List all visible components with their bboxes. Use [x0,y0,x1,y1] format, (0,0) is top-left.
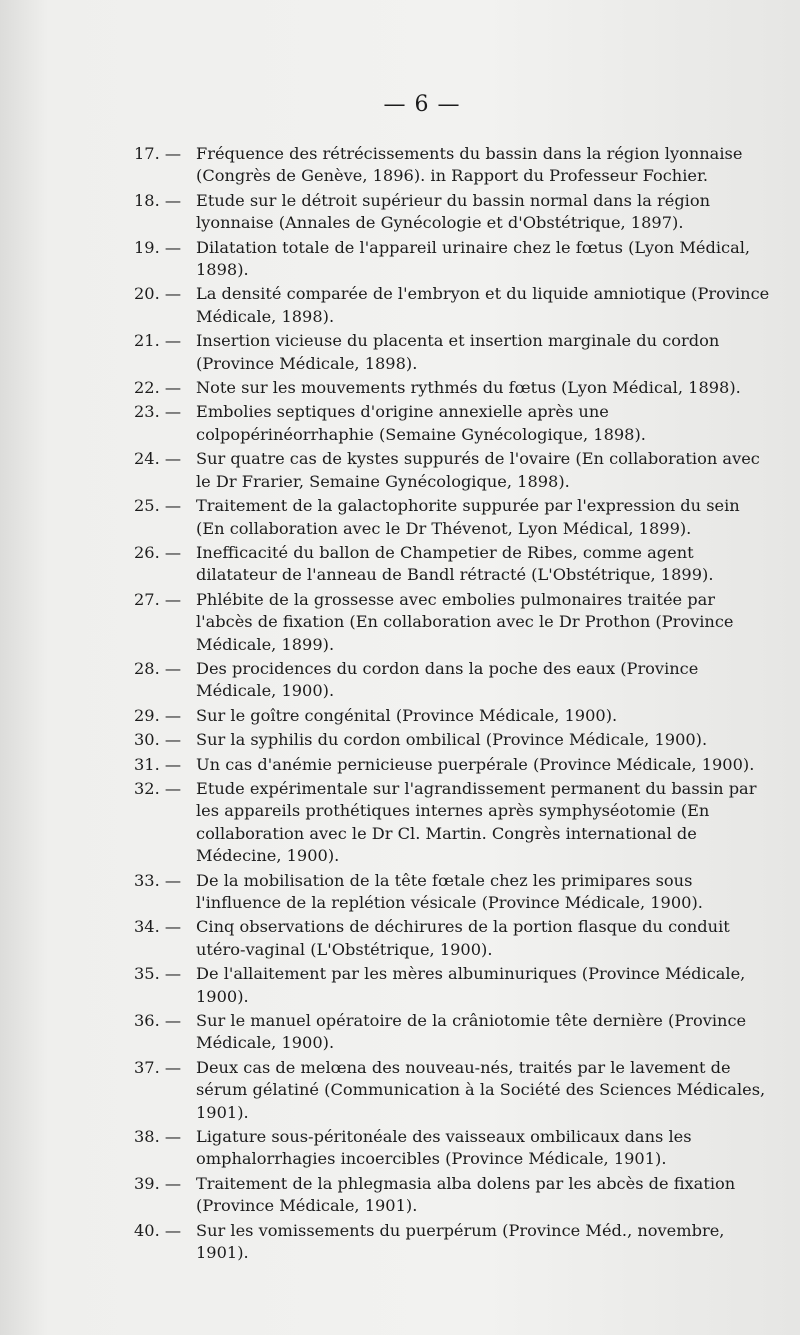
bibliography-entry [134,729,770,751]
bibliography-entry [134,1057,770,1124]
bibliography-entry [134,1010,770,1055]
entry-number: 34. — [134,917,182,937]
bibliography-entry [134,190,770,235]
entry-number: 26. — [134,542,182,562]
entry-number: 39. — [134,1173,182,1193]
entry-text: Sur le manuel opératoire de la crâniotomie tête dernière (Province Médicale, 1900). [196,1011,747,1053]
entry-text: Note sur les mouvements rythmés du fœtus (Lyon Médical, 1898). [196,378,741,398]
entry-text: Sur le goître congénital (Province Médicale, 1900). [196,705,618,725]
bibliography-entry [134,705,770,727]
bibliography-entry [134,589,770,656]
bibliography-entry [134,916,770,961]
entry-number: 35. — [134,964,182,984]
entry-text: Etude expérimentale sur l'agrandissement permanent du bassin par les appareils prothétiques internes après symphyséotomie (En collaboration avec le Dr Cl. Martin. Congrès international de Médecine, 1900). [196,778,757,866]
bibliography-entry [134,1126,770,1171]
bibliography-entry [134,330,770,375]
entry-number: 25. — [134,496,182,516]
entry-text: Sur les vomissements du puerpérum (Province Méd., novembre, 1901). [196,1220,725,1263]
entry-text: Traitement de la phlegmasia alba dolens par les abcès de fixation (Province Médicale, 1901). [196,1173,736,1216]
entry-number: 30. — [134,730,182,750]
bibliography-entry [134,401,770,446]
entry-number: 32. — [134,778,182,798]
entry-number: 31. — [134,754,182,774]
entry-text: Embolies septiques d'origine annexielle après une colpopérinéorrhaphie (Semaine Gynécologique, 1898). [196,402,646,444]
entry-number: 27. — [134,589,182,609]
entry-number: 37. — [134,1057,182,1077]
bibliography-entry [134,283,770,328]
entry-text: Cinq observations de déchirures de la portion flasque du conduit utéro-vaginal (L'Obstétrique, 1900). [196,917,730,959]
bibliography-entry [134,658,770,703]
entry-number: 33. — [134,870,182,890]
bibliography-entry [134,1220,770,1265]
entry-number: 18. — [134,190,182,210]
bibliography-list [134,143,770,1265]
entry-text: Sur la syphilis du cordon ombilical (Province Médicale, 1900). [196,730,708,750]
bibliography-entry [134,754,770,776]
bibliography-entry [134,143,770,188]
entry-text: Des procidences du cordon dans la poche des eaux (Province Médicale, 1900). [196,658,699,701]
entry-text: Sur quatre cas de kystes suppurés de l'ovaire (En collaboration avec le Dr Frarier, Semaine Gynécologique, 1898). [196,449,760,491]
entry-text: La densité comparée de l'embryon et du liquide amniotique (Province Médicale, 1898). [196,284,770,326]
entry-number: 19. — [134,237,182,257]
entry-text: Un cas d'anémie pernicieuse puerpérale (Province Médicale, 1900). [196,754,755,774]
entry-text: Fréquence des rétrécissements du bassin dans la région lyonnaise (Congrès de Genève, 1896). in Rapport du Professeur Fochier. [196,144,743,186]
entry-text: Insertion vicieuse du placenta et insertion marginale du cordon (Province Médicale, 1898). [196,331,720,373]
bibliography-entry [134,377,770,399]
entry-text: Etude sur le détroit supérieur du bassin normal dans la région lyonnaise (Annales de Gynécologie et d'Obstétrique, 1897). [196,190,711,233]
bibliography-entry [134,1173,770,1218]
entry-text: De la mobilisation de la tête fœtale chez les primipares sous l'influence de la replétion vésicale (Province Médicale, 1900). [196,870,703,912]
entry-text: Traitement de la galactophorite suppurée par l'expression du sein (En collaboration avec le Dr Thévenot, Lyon Médical, 1899). [196,496,740,538]
bibliography-entry [134,542,770,587]
entry-text: Phlébite de la grossesse avec embolies pulmonaires traitée par l'abcès de fixation (En collaboration avec le Dr Prothon (Province Médicale, 1899). [196,589,734,654]
entry-number: 24. — [134,449,182,469]
page-number: — 6 — [383,92,461,117]
entry-number: 20. — [134,284,182,304]
entry-text: Inefficacité du ballon de Champetier de Ribes, comme agent dilatateur de l'anneau de Bandl rétracté (L'Obstétrique, 1899). [196,542,714,585]
entry-number: 28. — [134,658,182,678]
entry-number: 22. — [134,378,182,398]
entry-number: 17. — [134,144,182,163]
entry-text: Dilatation totale de l'appareil urinaire chez le fœtus (Lyon Médical, 1898). [196,237,751,280]
bibliography-entry [134,778,770,868]
entry-number: 38. — [134,1127,182,1147]
entry-number: 29. — [134,705,182,725]
bibliography-entry [134,963,770,1008]
bibliography-entry [134,448,770,493]
entry-text: Deux cas de melœna des nouveau-nés, traités par le lavement de sérum gélatiné (Communication à la Société des Sciences Médicales, 1901). [196,1057,766,1122]
entry-text: De l'allaitement par les mères albuminuriques (Province Médicale, 1900). [196,964,746,1006]
entry-number: 23. — [134,402,182,422]
entry-text: Ligature sous-péritonéale des vaisseaux ombilicaux dans les omphalorrhagies incoercibles (Province Médicale, 1901). [196,1127,692,1169]
bibliography-entry [134,870,770,915]
bibliography-entry [134,237,770,282]
bibliography-entry [134,495,770,540]
entry-number: 21. — [134,331,182,351]
entry-number: 36. — [134,1011,182,1031]
entry-number: 40. — [134,1220,182,1240]
